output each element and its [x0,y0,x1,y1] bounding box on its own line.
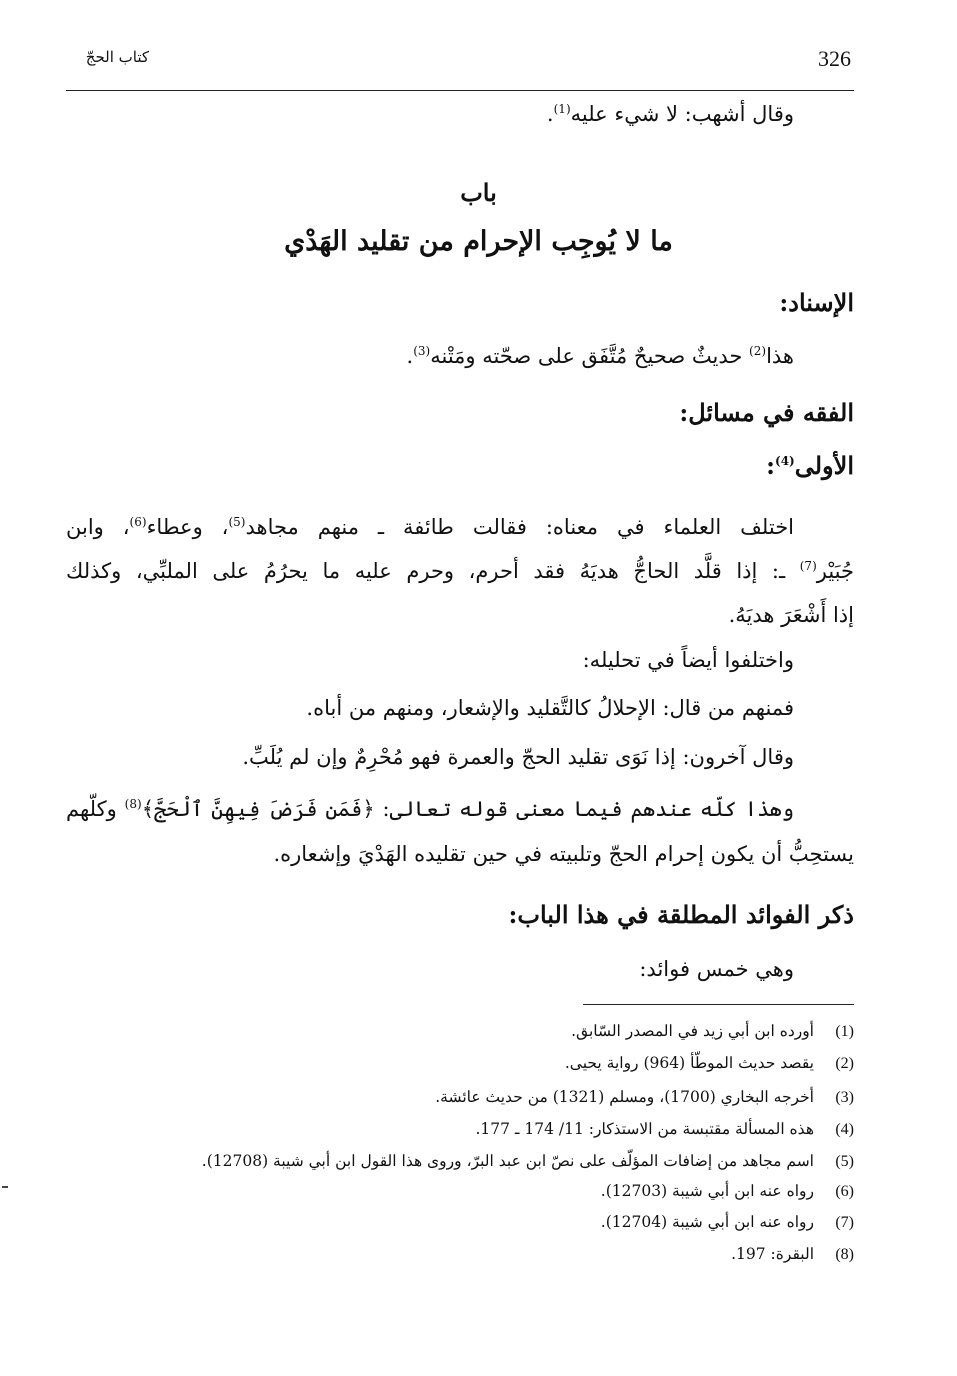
footnote-ref-3: (3) [413,344,431,358]
benefits-intro: وهي خمس فوائد: [639,957,794,981]
isnad-text: هذا$^{(2)}$ حديثٌ صحيحٌ مُتَّفَق على صحّته ومَتْنه$^{(3)}$. [406,344,794,368]
running-header-title: كتاب الحجّ [85,48,149,66]
paragraph-3: فمنهم من قال: الإحلالُ كالتَّقليد والإشعار، ومنهم من أباه. [306,696,794,720]
page-number: 326 [818,46,851,71]
fiqh-heading: الفقه في مسائل: [679,398,854,427]
footnote-2: (2)يقصد حديث الموطّأ (964) رواية يحيى. [564,1054,854,1072]
footnote-4: (4)هذه المسألة مقتبسة من الاستذكار: 11/ 174 ـ 177. [475,1120,854,1138]
footnote-5: (5)اسم مجاهد من إضافات المؤلّف على نصّ ابن عبد البرّ، وروى هذا القول ابن أبي شيبة (12708). [201,1152,854,1170]
footnote-ref-7: (7) [799,559,817,573]
footnote-8: (8)البقرة: 197. [731,1245,854,1263]
benefits-heading: ذكر الفوائد المطلقة في هذا الباب: [508,900,854,929]
footnote-1: (1)أورده ابن أبي زيد في المصدر السّابق. [571,1022,854,1040]
paragraph-1-line-2: جُبَيْر$^{(7)}$ ـ: إذا قلَّد الحاجُّ هديَهُ فقد أحرم، وحرم عليه ما يحرُمُ على الملبِّي، وكذلك [66,559,854,583]
paragraph-5-line-2: يستحِبُّ أن يكون إحرام الحجّ وتلبيته في حين تقليده الهَدْيَ وإشعاره. [273,842,854,866]
footnote-ref-8: (8) [124,797,142,811]
footnote-6: (6)رواه عنه ابن أبي شيبة (12703). [600,1182,854,1200]
first-issue-heading: الأولى$^{(4)}$: [766,451,854,480]
header-rule [66,90,854,91]
paragraph-5-line-1: وهذا كلّه عندهم فيما معنى قوله تعالى: ﴿فَمَن فَرَضَ فِيهِنَّ ٱلْحَجَّ﴾$^{(8)}$ وكلّهم [66,797,795,821]
footnote-ref-6: (6) [129,515,147,529]
footnote-ref-5: (5) [228,515,246,529]
paragraph-1-line-3: إذا أَشْعَرَ هديَهُ. [728,603,854,627]
footnote-ref-4: (4) [775,454,795,468]
footnote-separator [583,1004,854,1005]
scan-margin-mark [2,1186,8,1188]
paragraph-4: وقال آخرون: إذا نَوَى تقليد الحجّ والعمرة فهو مُحْرِمٌ وإن لم يُلَبِّ. [242,745,794,769]
paragraph-1-line-1: اختلف العلماء في معناه: فقالت طائفة ـ منهم مجاهد$^{(5)}$، وعطاء$^{(6)}$، وابن [66,515,795,539]
footnote-ref-2: (2) [749,344,767,358]
footnote-7: (7)رواه عنه ابن أبي شيبة (12704). [600,1213,854,1231]
opening-line: وقال أشهب: لا شيء عليه$^{(1)}$. [546,102,794,126]
footnote-3: (3)أخرجه البخاري (1700)، ومسلم (1321) من حديث عائشة. [435,1088,854,1106]
chapter-title: ما لا يُوجِب الإحرام من تقليد الهَدْي [284,226,673,257]
chapter-label: باب [460,178,497,207]
footnote-ref-1: (1) [553,102,571,116]
isnad-heading: الإسناد: [779,288,854,317]
paragraph-2: واختلفوا أيضاً في تحليله: [582,648,794,672]
